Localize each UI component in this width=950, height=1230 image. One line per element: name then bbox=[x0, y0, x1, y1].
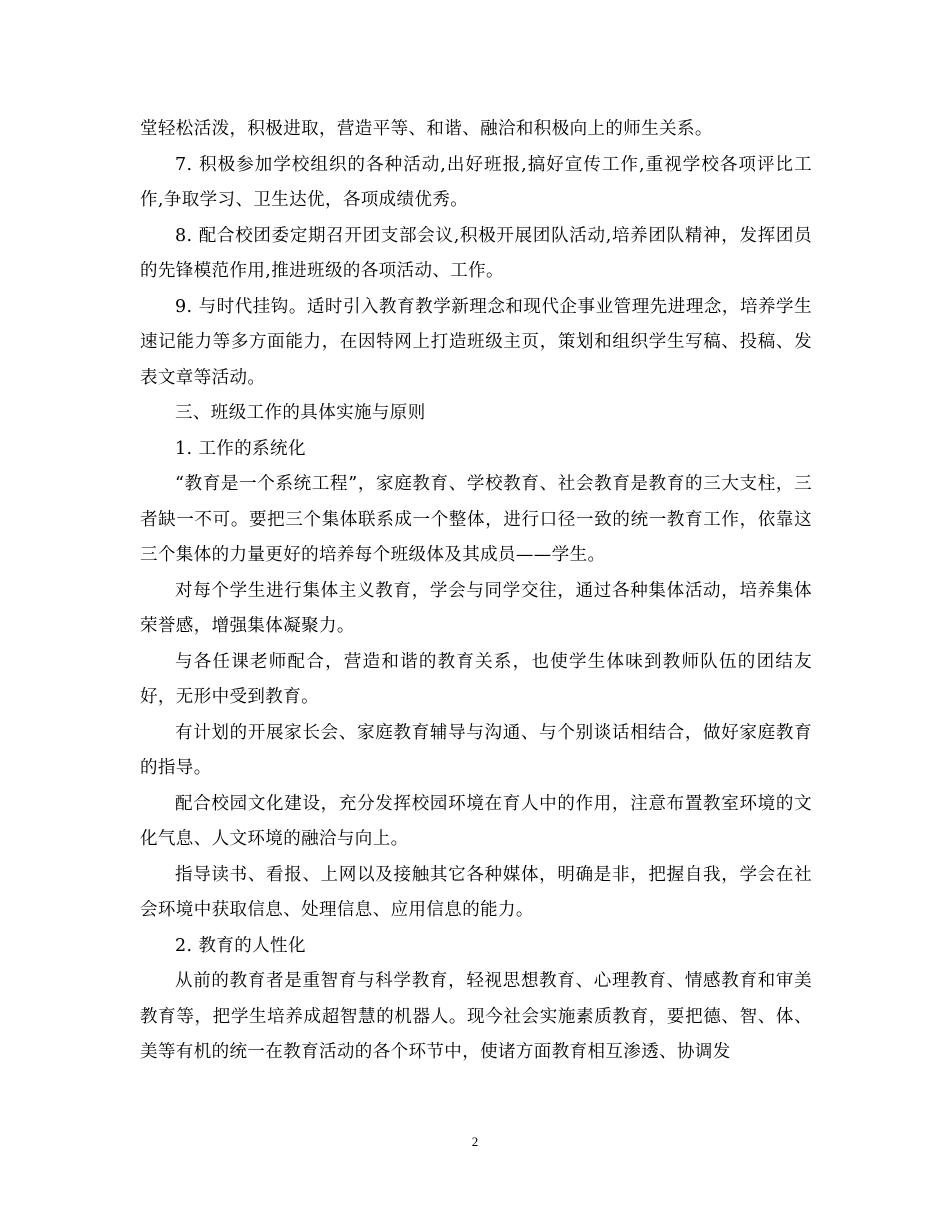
paragraph: “教育是一个系统工程”，家庭教育、学校教育、社会教育是教育的三大支柱，三者缺一不可。要把三个集体联系成一个整体，进行口径一致的统一教育工作，依靠这三个集体的力量更好的培养每个班级体及其成员——学生。 bbox=[140, 474, 812, 565]
paragraph: 与各任课老师配合，营造和谐的教育关系，也使学生体味到教师队伍的团结友好，无形中受到教育。 bbox=[140, 651, 812, 707]
page-number: 2 bbox=[471, 1134, 479, 1149]
subsection-heading-1: 1. 工作的系统化 bbox=[175, 438, 306, 459]
list-item-9: 9. 与时代挂钩。适时引入教育教学新理念和现代企事业管理先进理念，培养学生速记能力等多方面能力，在因特网上打造班级主页，策划和组织学生写稿、投稿、发表文章等活动。 bbox=[140, 296, 812, 388]
paragraph-continuation: 堂轻松活泼，积极进取，营造平等、和谐、融洽和积极向上的师生关系。 bbox=[140, 119, 713, 139]
paragraph: 从前的教育者是重智育与科学教育，轻视思想教育、心理教育、情感教育和审美教育等，把学生培养成超智慧的机器人。现今社会实施素质教育，要把德、智、体、美等有机的统一在教育活动的各个环节中，使诸方面教育相互渗透、协调发 bbox=[140, 971, 812, 1062]
paragraph: 指导读书、看报、上网以及接触其它各种媒体，明确是非，把握自我，学会在社会环境中获取信息、处理信息、应用信息的能力。 bbox=[140, 864, 812, 920]
section-heading: 三、班级工作的具体实施与原则 bbox=[175, 403, 426, 423]
document-body bbox=[140, 112, 812, 1071]
list-item-7: 7. 积极参加学校组织的各种活动,出好班报,搞好宣传工作,重视学校各项评比工作,争取学习、卫生达优，各项成绩优秀。 bbox=[140, 154, 812, 210]
list-item-8: 8. 配合校团委定期召开团支部会议,积极开展团队活动,培养团队精神，发挥团员的先锋模范作用,推进班级的各项活动、工作。 bbox=[140, 225, 812, 281]
paragraph: 有计划的开展家长会、家庭教育辅导与沟通、与个别谈话相结合，做好家庭教育的指导。 bbox=[140, 722, 812, 778]
paragraph: 配合校园文化建设，充分发挥校园环境在育人中的作用，注意布置教室环境的文化气息、人文环境的融洽与向上。 bbox=[140, 793, 812, 849]
paragraph: 对每个学生进行集体主义教育，学会与同学交往，通过各种集体活动，培养集体荣誉感，增强集体凝聚力。 bbox=[140, 580, 812, 636]
subsection-heading-2: 2. 教育的人性化 bbox=[175, 935, 306, 956]
